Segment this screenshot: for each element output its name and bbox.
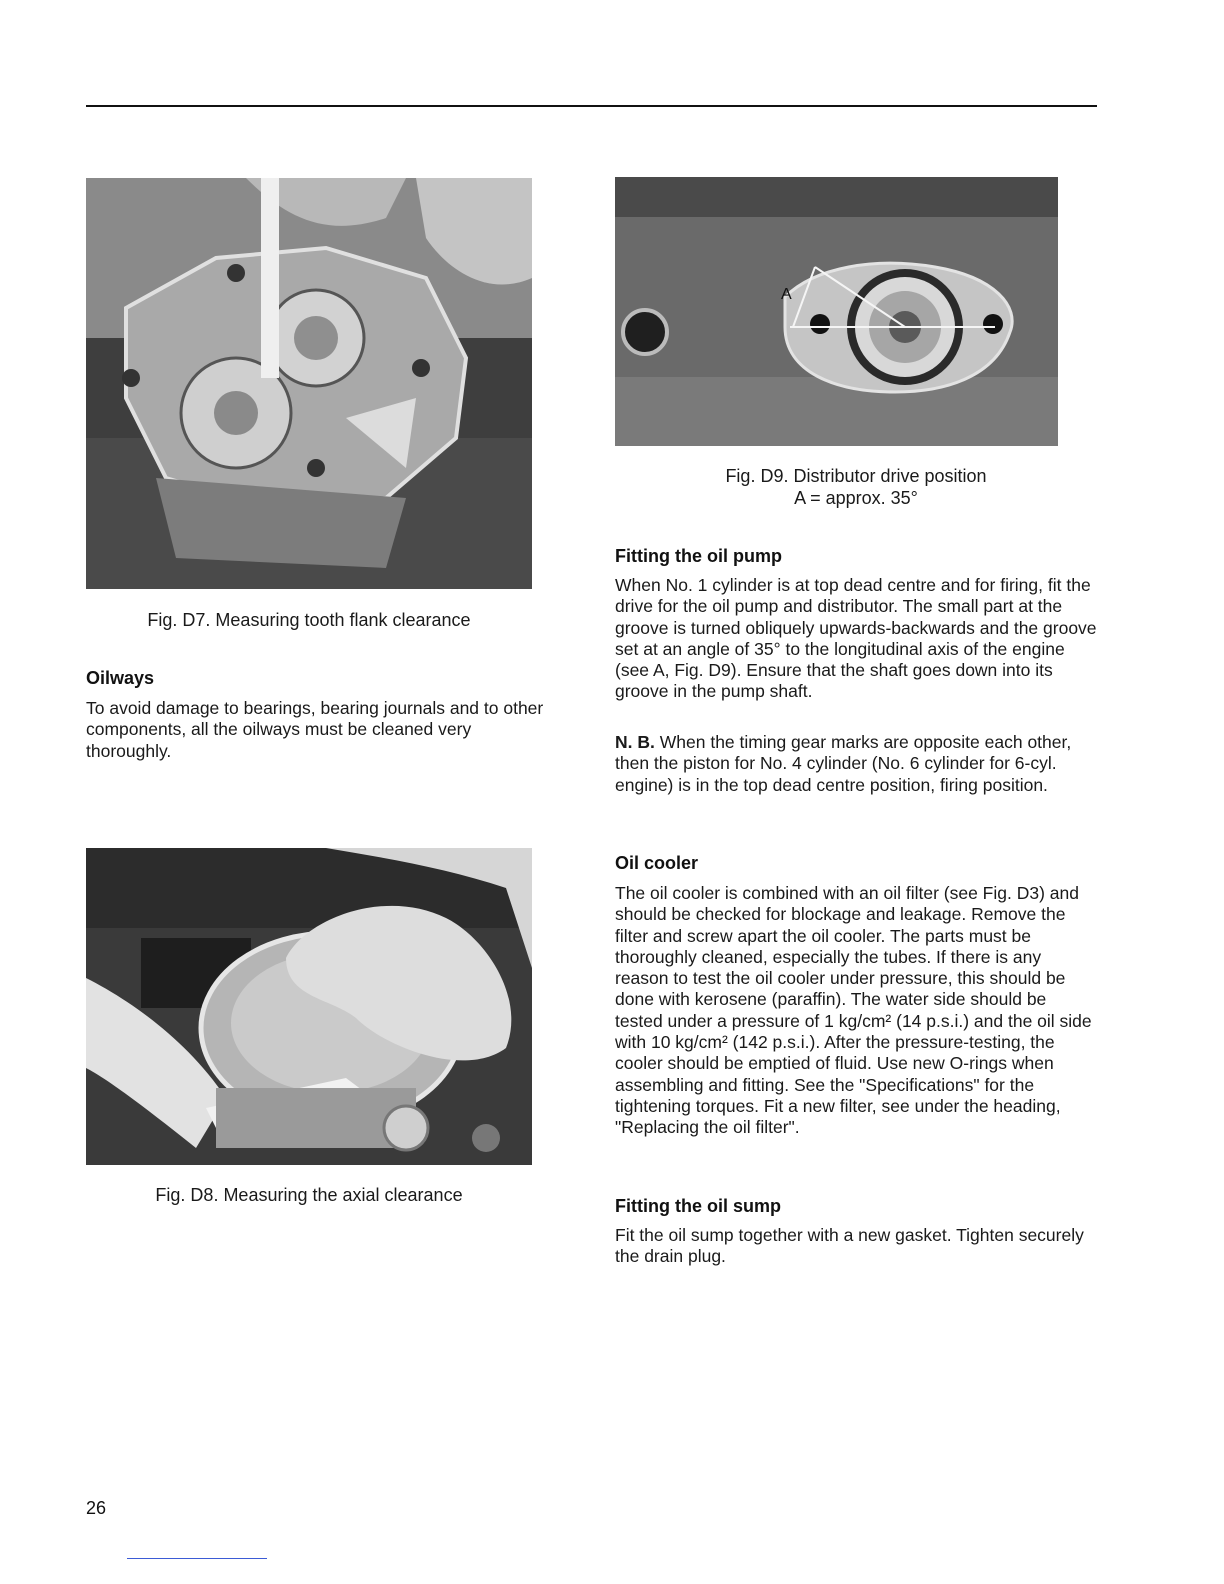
oil-sump-heading: Fitting the oil sump [615,1196,781,1216]
oil-sump-text: Fit the oil sump together with a new gasket. Tighten securely the drain plug. [615,1225,1084,1267]
footer-link-line [127,1558,267,1559]
fig-d9-caption-line1: Fig. D9. Distributor drive position [725,466,987,486]
fig-d8-photo [86,848,532,1165]
header-rule [86,105,1097,107]
fig-d7-caption: Fig. D7. Measuring tooth flank clearance [147,610,471,630]
fig-d9-label-a: A [781,286,792,303]
nb-text: When the timing gear marks are opposite each other, then the piston for No. 4 cylinder (No. 6 cylinder for 6-cyl. engine) is in the top dead centre position, firing position. [615,732,1072,795]
nb-paragraph [615,732,1097,796]
oil-pump-heading: Fitting the oil pump [615,546,782,566]
nb-label: N. B. [615,732,655,752]
oilways-text: To avoid damage to bearings, bearing journals and to other components, all the oilways must be cleaned very thoroughly. [86,698,544,761]
oil-pump-text: When No. 1 cylinder is at top dead centre and for firing, fit the drive for the oil pump and distributor. The small part at the groove is turned obliquely upwards-backwards and the groove set at an angle of 35° to the longitudinal axis of the engine (see A, Fig. D9). Ensure that the shaft goes down into its groove in the pump shaft. [615,575,1097,702]
fig-d7-photo [86,178,532,589]
oil-cooler-heading: Oil cooler [615,853,699,873]
fig-d9-photo [615,177,1058,446]
oilways-heading: Oilways [86,668,155,688]
page-number: 26 [86,1498,107,1518]
fig-d9-caption-line2: A = approx. 35° [794,488,918,508]
fig-d8-caption: Fig. D8. Measuring the axial clearance [155,1185,463,1205]
oil-cooler-text: The oil cooler is combined with an oil filter (see Fig. D3) and should be checked for blockage and leakage. Remove the filter and screw apart the oil cooler. The parts must be thoroughly cleaned, especially the tubes. If there is any reason to test the oil cooler under pressure, this should be done with kerosene (paraffin). The water side should be tested under a pressure of 1 kg/cm² (14 p.s.i.) and the oil side with 10 kg/cm² (142 p.s.i.). After the pressure-testing, the cooler should be emptied of fluid. Use new O-rings when assembling and fitting. See the "Specifications" for the tightening torques. Fit a new filter, see under the heading, "Replacing the oil filter". [615,883,1092,1138]
